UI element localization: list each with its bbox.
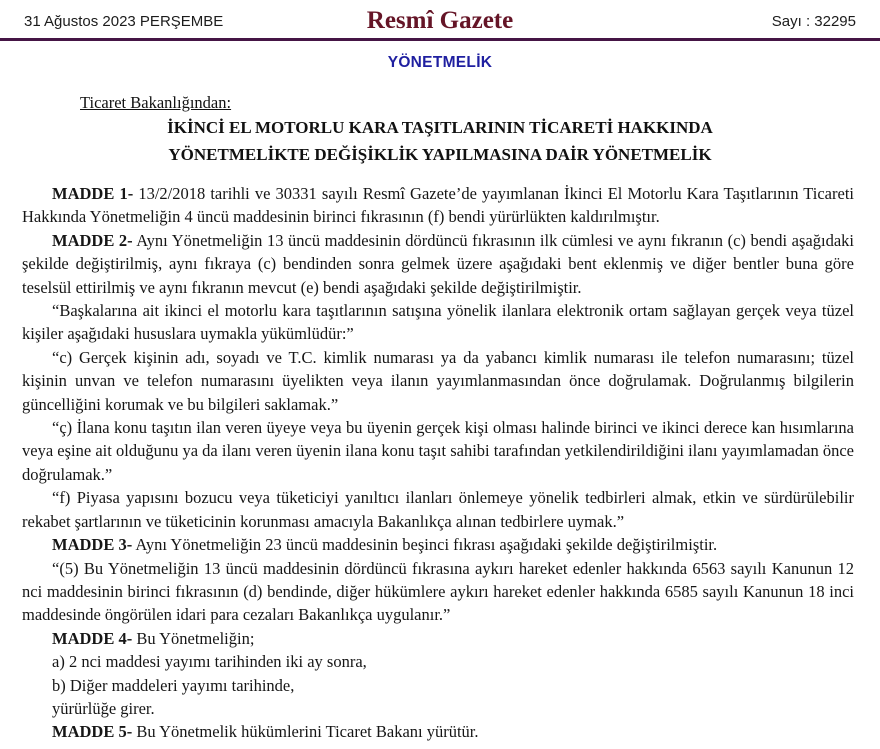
article-paragraph [22,299,854,346]
article-paragraph [22,416,854,486]
article-text: “f) Piyasa yapısını bozucu veya tüketiciyi yanıltıcı ilanları önlemeye yönelik tedbirleri almak, etkin ve sürdürülebilir rekabet şartlarının ve tüketicinin korunması amacıyla Bakanlıkça alınan tedbirlere uymak.” [22,488,854,531]
article-body [22,182,854,744]
article-text: Aynı Yönetmeliğin 23 üncü maddesinin beşinci fıkrası aşağıdaki şekilde değiştirilmiştir. [135,535,718,555]
article-paragraph [22,229,854,299]
article-text: 13/2/2018 tarihli ve 30331 sayılı Resmî Gazete’de yayımlanan İkinci El Motorlu Kara Taşıtlarının Ticareti Hakkında Yönetmeliğin 4 üncü maddesinin birinci fıkrasının (f) bendi yürürlükten kaldırılmıştır. [22,184,854,227]
article-paragraph [22,674,854,697]
article-paragraph [22,720,854,743]
article-text: Bu Yönetmeliğin; [136,628,255,648]
article-text: a) 2 nci maddesi yayımı tarihinden iki ay sonra, [52,652,367,672]
issue-number: Sayı : 32295 [771,12,856,30]
article-label: MADDE 3- [52,535,133,555]
article-label: MADDE 1- [52,184,134,203]
article-label: MADDE 2- [52,230,133,250]
article-text: yürürlüğe girer. [52,698,155,718]
header-date: 31 Ağustos 2023 PERŞEMBE [24,12,224,30]
article-text: b) Diğer maddeleri yayımı tarihinde, [52,675,295,695]
section-heading: YÖNETMELİK [387,54,493,71]
article-paragraph [22,533,854,556]
article-label: MADDE 5- [52,722,133,742]
doc-title-line-1: İKİNCİ EL MOTORLU KARA TAŞITLARININ TİCARETİ HAKKINDA [167,118,713,137]
article-paragraph [22,650,854,673]
article-paragraph [22,346,854,416]
article-paragraph [22,182,854,229]
gazette-header [0,0,880,38]
article-paragraph [22,697,854,720]
article-paragraph [22,557,854,627]
issuer-line: Ticaret Bakanlığından: [80,93,232,112]
article-text: “Başkalarına ait ikinci el motorlu kara taşıtlarının satışına yönelik ilanlara elektronik ortam sağlayan gerçek veya tüzel kişiler aşağıdaki hususlara uymakla yükümlüdür:” [22,301,854,344]
article-paragraph [22,627,854,650]
article-text: “(5) Bu Yönetmeliğin 13 üncü maddesinin dördüncü fıkrasına aykırı hareket edenler hakkında 6563 sayılı Kanunun 12 nci maddesinin birinci fıkrasının (d) bendinde, diğer hükümlere aykırı hareket edenler hakkında 6585 sayılı Kanunun 18 inci maddesinde öngörülen idari para cezaları Bakanlıkça uygulanır.” [22,558,854,625]
article-text: Bu Yönetmelik hükümlerini Ticaret Bakanı yürütür. [136,722,479,742]
article-label: MADDE 4- [52,628,133,648]
doc-title-line-2: YÖNETMELİKTE DEĞİŞİKLİK YAPILMASINA DAİR YÖNETMELİK [168,145,712,164]
masthead-title: Resmî Gazete [366,7,514,34]
article-text: “c) Gerçek kişinin adı, soyadı ve T.C. kimlik numarası ya da yabancı kimlik numarası ile telefon numarasını; tüzel kişinin unvan ve telefon numarasını üyelikten veya ilanın yayımlanmasından önce doğrulamak. Doğrulanmış bilgilerin güncelliğini korumak ve bu bilgileri saklamak.” [22,347,854,414]
header-divider-rule [0,38,880,41]
article-paragraph [22,486,854,533]
article-text: Aynı Yönetmeliğin 13 üncü maddesinin dördüncü fıkrasının ilk cümlesi ve aynı fıkranın (c) bendi aşağıdaki şekilde değiştirilmiş, aynı fıkraya (c) bendinden sonra gelmek üzere aşağıdaki bent eklenmiş ve diğer bentler buna göre teselsül ettirilmiş ve aynı fıkranın mevcut (e) bendi aşağıdaki şekilde değiştirilmiştir. [22,230,854,297]
article-text: “ç) İlana konu taşıtın ilan veren üyeye veya bu üyenin gerçek kişi olması halinde birinci ve ikinci derece kan hısımlarına veya eşine ait olduğunu ya da ilanı veren üyenin ilana konu taşıt sahibi tarafından yetkilendirildiğini ilanı yayımlamadan önce doğrulamak.” [22,418,854,484]
